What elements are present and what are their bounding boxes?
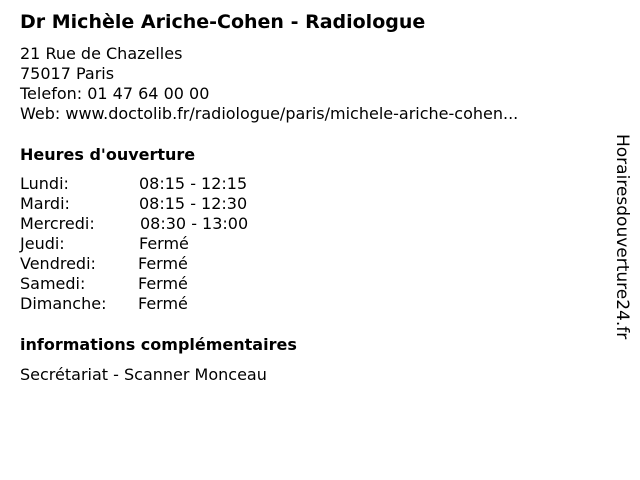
page-title: Dr Michèle Ariche-Cohen - Radiologue [20, 11, 426, 33]
day-label: Vendredi: [20, 254, 96, 273]
day-label: Mercredi: [20, 214, 95, 233]
address-block [20, 44, 518, 124]
day-label: Mardi: [20, 194, 70, 213]
hours-value: Fermé [138, 274, 188, 293]
additional-info-heading: informations complémentaires [20, 335, 297, 354]
hours-value: 08:15 - 12:30 [139, 194, 248, 213]
hours-value: 08:30 - 13:00 [140, 214, 249, 233]
day-label: Samedi: [20, 274, 86, 293]
city-postcode: 75017 Paris [20, 64, 115, 83]
phone-number: Telefon: 01 47 64 00 00 [20, 84, 210, 103]
hours-value: 08:15 - 12:15 [139, 174, 248, 193]
day-label: Jeudi: [20, 234, 65, 253]
watermark: Horairesdouverture24.fr [612, 134, 632, 340]
day-label: Dimanche: [20, 294, 107, 313]
hours-value: Fermé [139, 234, 189, 253]
street-address: 21 Rue de Chazelles [20, 44, 183, 63]
additional-info-text: Secrétariat - Scanner Monceau [20, 365, 267, 384]
opening-hours-heading: Heures d'ouverture [20, 145, 196, 164]
day-label: Lundi: [20, 174, 69, 193]
website-link[interactable]: Web: www.doctolib.fr/radiologue/paris/michele-ariche-cohen... [20, 104, 519, 123]
hours-value: Fermé [138, 254, 188, 273]
hours-value: Fermé [138, 294, 188, 313]
